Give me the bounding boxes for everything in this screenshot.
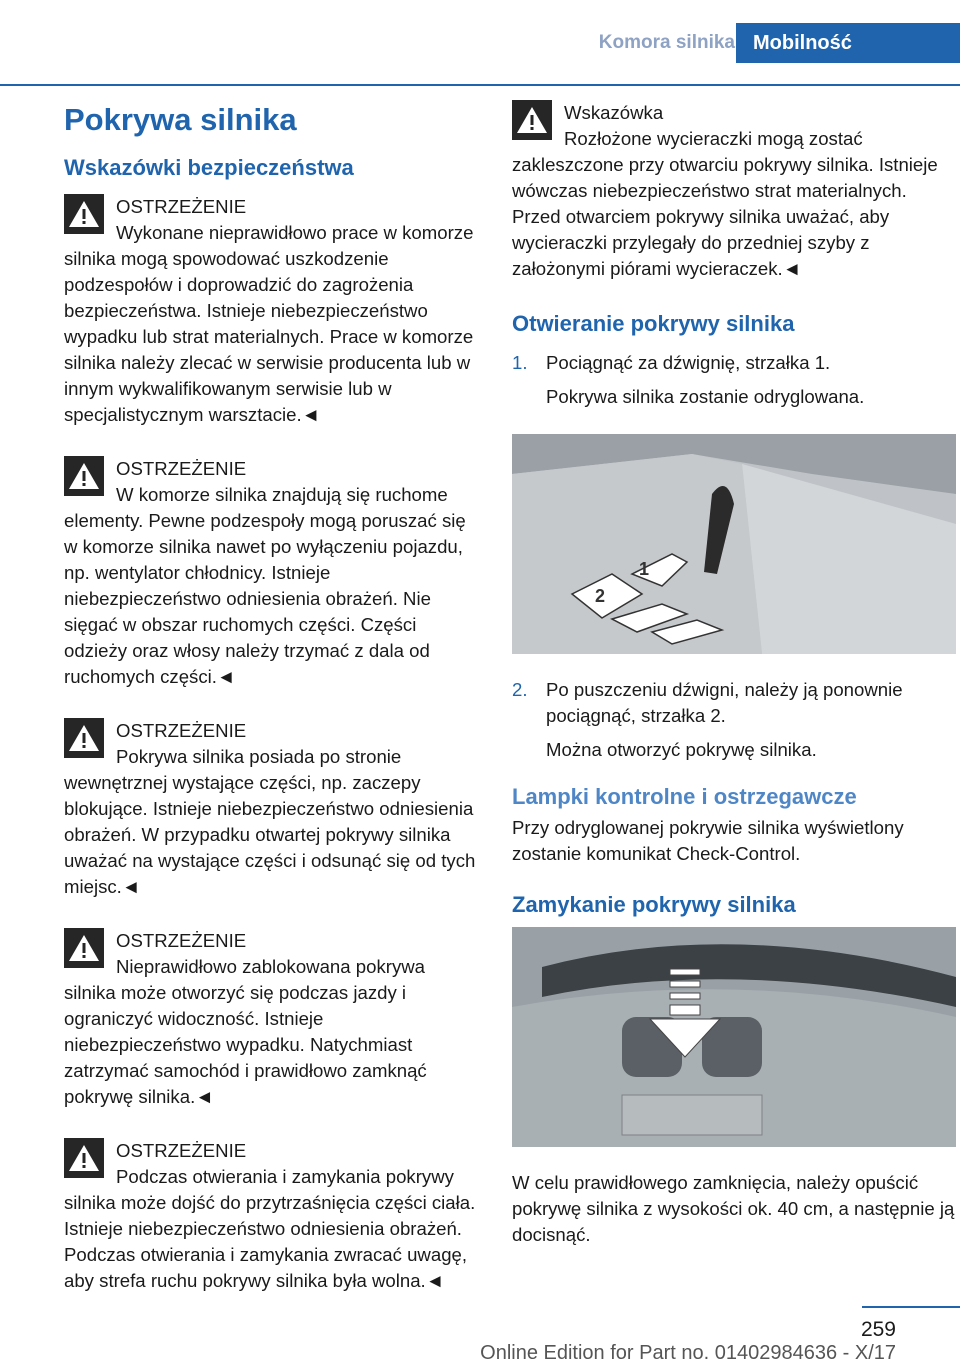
note-text: Rozłożone wycieraczki mogą zostać zakleszczone przy otwarciu pokrywy silnika. Istnieje wówczas niebezpieczeństwo strat materialnych. Przed otwarciem pokrywy silnika uważać, aby wycieraczki przylegały do przedniej szyby z założonymi piórami wycieraczek.◄	[512, 128, 938, 279]
step-text: Pociągnąć za dźwignię, strzałka 1.	[546, 352, 831, 373]
warning-triangle-icon	[64, 194, 104, 234]
warning-label: OSTRZEŻENIE	[116, 196, 247, 217]
warning-triangle-icon	[64, 1138, 104, 1178]
step-result: Pokrywa silnika zostanie odryglowana.	[546, 386, 865, 407]
step-result: Można otworzyć pokrywę silnika.	[546, 739, 817, 760]
warning-block	[64, 718, 480, 900]
warning-text: Wykonane nieprawidłowo prace w komorze silnika mogą spowodować uszkodzenie podzespołów i doprowadzić do zagrożenia bezpieczeństwa. Istnieje niebezpieczeństwo wypadku lub strat materialnych. Prace w komorze silnika należy zlecać w serwisie producenta lub w innym wykwalifikowanym serwisie lub w specjalistycznym warsztacie.◄	[64, 222, 474, 425]
note-label: Wskazówka	[564, 102, 664, 123]
warning-label: OSTRZEŻENIE	[116, 458, 247, 479]
warning-text: Podczas otwierania i zamykania pokrywy silnika może dojść do przytrzaśnięcia części ciała. Istnieje niebezpieczeństwo odniesienia obrażeń. Podczas otwierania i zamykania zwracać uwagę, aby strefa ruchu pokrywy silnika była wolna.◄	[64, 1166, 476, 1291]
page-title: Pokrywa silnika	[64, 102, 297, 137]
warning-label: OSTRZEŻENIE	[116, 930, 247, 951]
hood-photo	[512, 927, 956, 1147]
arrow-1-label: 1	[639, 559, 650, 579]
footer-divider	[862, 1306, 960, 1308]
close-text: W celu prawidłowego zamknięcia, należy opuścić pokrywę silnika z wysokości ok. 40 cm, a następnie ją docisnąć.	[512, 1172, 955, 1245]
section-heading-lamps: Lampki kontrolne i ostrzegawcze	[512, 784, 857, 809]
lever-photo	[512, 434, 956, 654]
warning-label: OSTRZEŻENIE	[116, 1140, 247, 1161]
warning-text: Pokrywa silnika posiada po stronie wewnętrznej wystające części, np. zaczepy blokujące. Istnieje niebezpieczeństwo odniesienia obrażeń. W przypadku otwartej pokrywy silnika uważać na wystające części i odsunąć się od tych miejsc.◄	[64, 746, 476, 897]
warning-text: Nieprawidłowo zablokowana pokrywa silnika może otworzyć się podczas jazdy i ograniczyć widoczność. Istnieje niebezpieczeństwo wypadku. Natychmiast zatrzymać samochód i prawidłowo zamknąć pokrywę silnika.◄	[64, 956, 427, 1107]
warning-label: OSTRZEŻENIE	[116, 720, 247, 741]
warning-block	[64, 928, 480, 1110]
step-text: Po puszczeniu dźwigni, należy ją ponownie pociągnąć, strzałka 2.	[546, 679, 903, 726]
right-column	[512, 100, 956, 1248]
warning-triangle-icon	[64, 928, 104, 968]
warning-block	[64, 456, 480, 690]
header-tab[interactable]: Mobilność	[736, 23, 960, 63]
header-section: Komora silnika	[598, 32, 735, 53]
section-heading-safety: Wskazówki bezpieczeństwa	[64, 155, 354, 180]
left-column	[64, 100, 480, 1322]
arrow-2-label: 2	[595, 586, 606, 606]
page-header	[0, 23, 960, 63]
warning-triangle-icon	[64, 456, 104, 496]
note-block	[512, 100, 956, 282]
warning-text: W komorze silnika znajdują się ruchome elementy. Pewne podzespoły mogą poruszać się w komorze silnika nawet po wyłączeniu pojazdu, np. wentylator chłodnicy. Istnieje niebezpieczeństwo odniesienia obrażeń. Nie sięgać w obszar ruchomych części. Części odzieży oraz włosy należy trzymać z dala od ruchomych części.◄	[64, 484, 466, 687]
step-1	[512, 350, 956, 410]
section-heading-close: Zamykanie pokrywy silnika	[512, 892, 796, 917]
step-number: 1.	[512, 352, 528, 373]
step-number: 2.	[512, 679, 528, 700]
lamps-text: Przy odryglowanej pokrywie silnika wyświetlony zostanie komunikat Check-Control.	[512, 817, 904, 864]
warning-block	[64, 194, 480, 428]
warning-block	[64, 1138, 480, 1294]
header-divider	[0, 84, 960, 86]
edition-line: Online Edition for Part no. 01402984636 - X/17	[480, 1342, 896, 1364]
section-heading-open: Otwieranie pokrywy silnika	[512, 311, 795, 336]
warning-triangle-icon	[64, 718, 104, 758]
warning-triangle-icon	[512, 100, 552, 140]
page-number: 259	[860, 1318, 896, 1341]
step-2	[512, 677, 956, 763]
